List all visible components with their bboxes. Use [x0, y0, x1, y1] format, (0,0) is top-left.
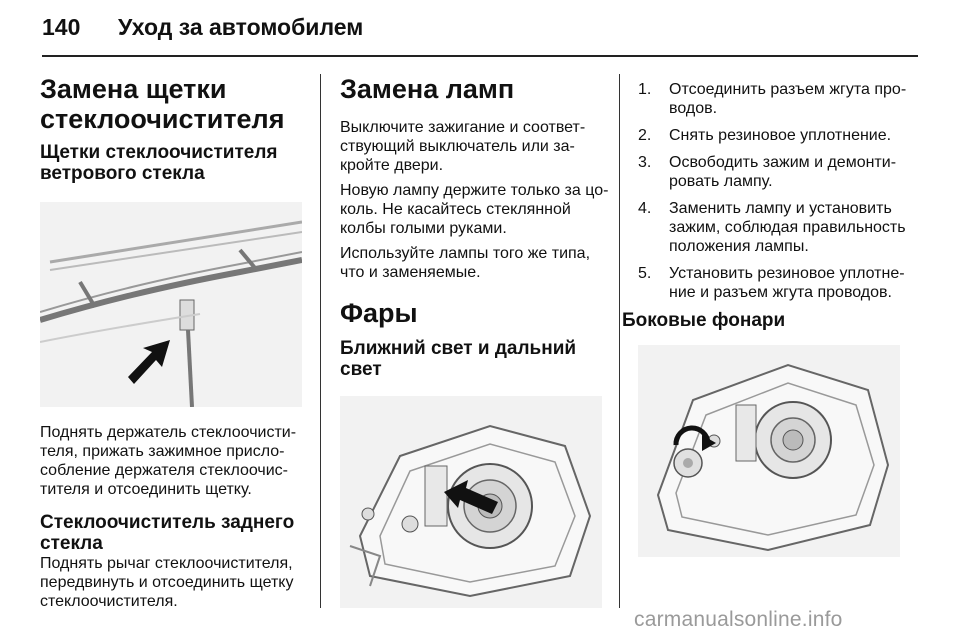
bulb-intro-1: Выключите зажигание и соответ- ствующий выключатель или за- кройте двери. — [340, 119, 586, 174]
headlight-figure-svg — [340, 396, 602, 608]
side-light-illustration — [638, 345, 900, 557]
list-item: 3. Освободить зажим и демонти- ровать лампу. — [638, 154, 897, 190]
wiper-illustration — [40, 202, 302, 407]
wiper-figure-svg — [40, 202, 302, 407]
running-title: Уход за автомобилем — [118, 14, 364, 40]
bulb-replacement-title: Замена ламп — [340, 74, 515, 104]
windshield-wiper-heading: Щетки стеклоочистителя ветрового стекла — [40, 142, 278, 184]
wiper-title: Замена щетки стеклоочистителя — [40, 74, 285, 134]
sidelight-figure-svg — [638, 345, 900, 557]
windshield-instructions: Поднять держатель стеклоочисти- теля, прижать зажимное присло- собление держателя стеклоочис- тителя и отсоединить щетку. — [40, 424, 297, 498]
column-steps — [622, 80, 914, 557]
column-bulbs — [340, 66, 610, 608]
watermark: carmanualsonline.info — [634, 608, 843, 631]
page-number: 140 — [42, 14, 81, 40]
list-item: 4. Заменить лампу и установить зажим, соблюдая правильность положения лампы. — [638, 200, 906, 255]
list-item: 1. Отсоединить разъем жгута про- водов. — [638, 81, 907, 117]
column-wiper — [40, 66, 304, 611]
side-lights-heading: Боковые фонари — [622, 310, 786, 331]
column-divider-2 — [619, 74, 620, 608]
page-header — [42, 14, 918, 48]
rear-wiper-heading: Стеклоочиститель заднего стекла — [40, 512, 295, 554]
bulb-steps-list — [638, 80, 914, 302]
rear-wiper-instructions: Поднять рычаг стеклоочистителя, передвинуть и отсоединить щетку стеклоочистителя. — [40, 555, 294, 610]
header-rule — [42, 55, 918, 57]
list-item: 2. Снять резиновое уплотнение. — [638, 127, 892, 144]
low-high-beam-heading: Ближний свет и дальний свет — [340, 338, 577, 380]
column-divider-1 — [320, 74, 321, 608]
list-item: 5. Установить резиновое уплотне- ние и разъем жгута проводов. — [638, 265, 905, 301]
headlight-illustration — [340, 396, 602, 608]
bulb-intro-3: Используйте лампы того же типа, что и заменяемые. — [340, 245, 591, 281]
bulb-intro-2: Новую лампу держите только за цо- коль. Не касайтесь стеклянной колбы голыми руками. — [340, 182, 609, 237]
headlights-heading: Фары — [340, 298, 418, 328]
